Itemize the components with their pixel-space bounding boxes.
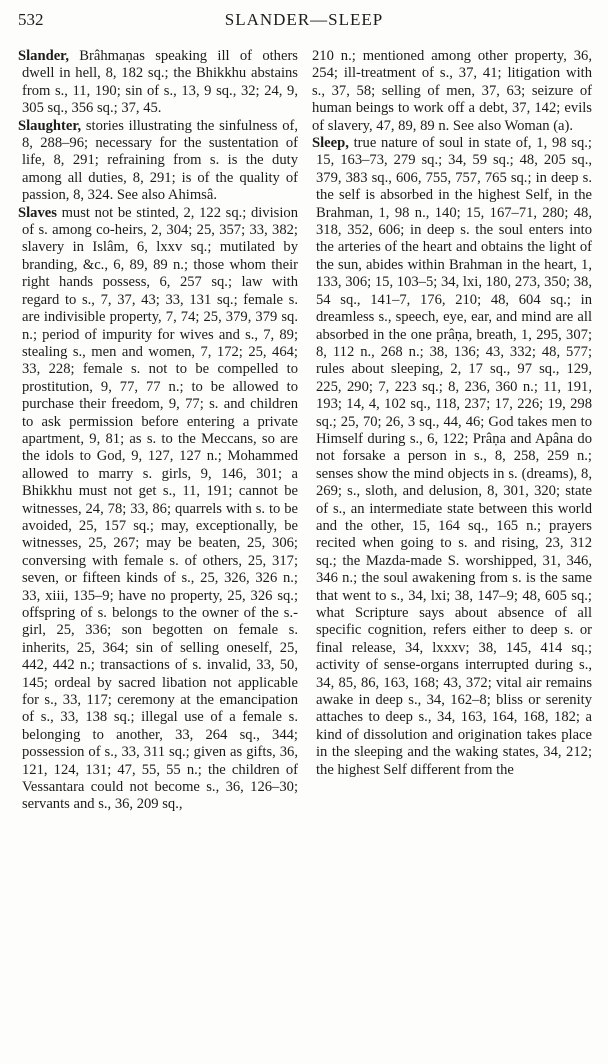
headword: Slaves [18, 204, 57, 221]
entry-text: Brâhmaṇas speaking ill of others dwell in hell, 8, 182 sq.; the Bhikkhu abstains from s., 11, 190; sin of s., 13, 9 sq., 32; 24, 9, 305 sq., 356 sq.; 37, 45. [22, 48, 298, 117]
headword: Slander, [18, 48, 69, 64]
running-head: SLANDER—SLEEP [224, 10, 384, 29]
page-header [18, 10, 590, 34]
headword: Slaughter, [18, 117, 82, 134]
index-entry-slaughter [18, 118, 298, 205]
right-column [312, 48, 592, 779]
page-number: 532 [18, 10, 44, 29]
continued-entry-text: 210 n.; mentioned among other property, 36, 254; ill-treatment of s., 37, 41; litigation with s., 37, 58; selling of men, 37, 63; seizure of human beings to work off a debt, 37, 142; evils of slavery, 47, 89, 89 n. See also Woman (a). [312, 48, 592, 134]
index-entry-slander [18, 48, 298, 118]
index-entry-sleep [312, 135, 592, 779]
entry-text: true nature of soul in state of, 1, 98 sq.; 15, 163–73, 279 sq.; 34, 59 sq.; 48, 205 sq., 379, 383 sq., 606, 755, 757, 765 sq.; in deep s. the self is absorbed in the highest Self, in the Brahman, 1, 98 n., 140; 15, 167–71, 280; 48, 318, 352, 606; in deep s. the soul enters into the arteries of the heart and obtains the light of the sun, abides within Brahman in the heart, 1, 133, 306; 15, 103–5; 34, lxi, 180, 273, 350; 38, 54 sq., 141–7, 176, 210; 48, 604 sq.; in dreamless s., speech, eye, ear, and mind are all absorbed in the one prâṇa, breath, 1, 295, 307; 8, 112 n., 268 n.; 38, 136; 43, 332; 48, 577; rules about sleeping, 2, 17 sq., 97 sq., 129, 225, 290; 7, 223 sq.; 8, 236, 360 n.; 11, 191, 193; 14, 4, 102 sq., 118, 237; 17, 226; 19, 298 sq.; 25, 70; 26, 3 sq., 44, 46; God takes men to Himself during s., 6, 122; Prâṇa and Apâna do not forsake a person in s., 8, 258, 259 n.; senses show the mind objects in s. (dreams), 8, 269; s., sloth, and delusion, 8, 301, 320; state of s., an intermediate state between this world and the other, 15, 164 sq., 165 n.; prayers recited when going to s. and rising, 23, 312 sq.; the Mazda-made S. worshipped, 31, 346, 346 n.; the soul awakening from s. is the same that went to s., 34, lxi; 38, 147–9; 48, 605 sq.; what Scripture says about absence of all specific cognition, refers either to deep s. or final release, 34, lxxxv; 38, 145, 414 sq.; activity of sense-organs interrupted during s., 34, 85, 86, 163, 168; 43, 372; vital air remains awake in deep s., 34, 162–8; bliss or serenity attaches to deep s., 34, 163, 164, 168, 182; a kind of dissolution and origination takes place in the sleeping and the waking states, 34, 212; the highest Self different from the [316, 135, 592, 778]
headword: Sleep, [312, 135, 349, 152]
entry-text: must not be stinted, 2, 122 sq.; division of s. among co-heirs, 2, 304; 25, 357; 33, 382; slavery in Islâm, 6, lxxv sq.; mutilated by branding, &c., 6, 89, 89 n.; those whom their right hands possess, 6, 257 sq.; law with regard to s., 7, 37, 43; 33, 131 sq.; female s. are indivisible property, 7, 74; 25, 379, 379 sq. n.; period of impurity for wives and s., 7, 89; stealing s., men and women, 7, 172; 25, 464; 33, 228; female s. not to be compelled to prostitution, 9, 77, 77 n.; to be allowed to purchase their freedom, 9, 77; s. and children to ask permission before entering a private apartment, 9, 81; as s. to the Meccans, so are the idols to God, 9, 127, 127 n.; Mohammed allowed to marry s. girls, 9, 146, 301; a Bhikkhu must not get s., 11, 191; cannot be witnesses, 24, 78; 33, 86; quarrels with s. to be avoided, 25, 157 sq.; may, exceptionally, be witnesses, 25, 267; may be beaten, 25, 306; conversing with female s. of others, 25, 317; seven, or fifteen kinds of s., 25, 326, 326 n.; 33, xiii, 135–9; have no property, 25, 326 sq.; offspring of s. belongs to the owner of the s.-girl, 25, 336; son begotten on female s. inherits, 25, 364; sin of selling oneself, 25, 442, 442 n.; transactions of s. invalid, 33, 50, 145; ordeal by sacred libation not applicable for s., 33, 117; ceremony at the emancipation of s., 33, 138 sq.; illegal use of a female s. belonging to another, 33, 264 sq., 344; possession of s., 33, 311 sq.; given as gifts, 36, 121, 124, 131; 47, 55, 55 n.; the children of Vessantara could not become s., 36, 126–30; servants and s., 36, 209 sq., [22, 204, 298, 813]
index-entry-slaves [18, 205, 298, 814]
entry-text: stories illustrating the sinfulness of, 8, 288–96; necessary for the sustentation of life, 8, 291; refraining from s. is the duty among all duties, 8, 291; is of the quality of passion, 8, 324. See also Ahimsâ. [22, 117, 298, 204]
left-column [18, 48, 298, 814]
